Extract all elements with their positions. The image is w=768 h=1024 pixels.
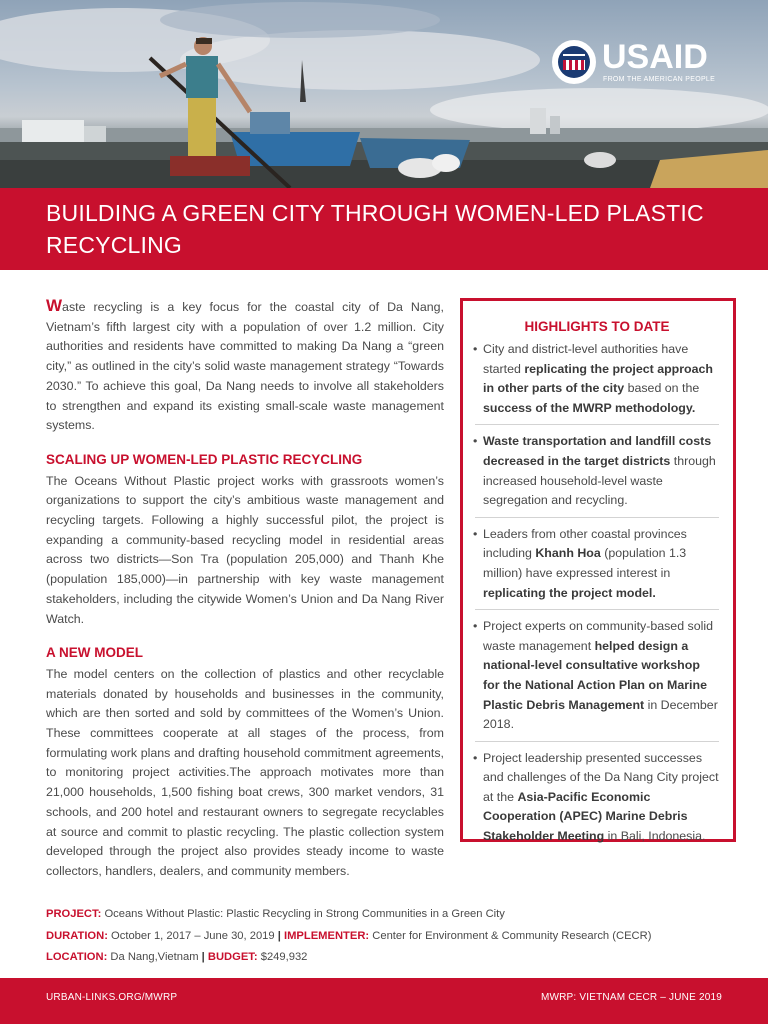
logo-wordmark: USAID (602, 38, 708, 76)
budget-label: BUDGET: (207, 951, 258, 963)
implementer-value: Center for Environment & Community Research (CECR) (372, 929, 652, 942)
highlights-list (475, 340, 719, 853)
separator: | (201, 951, 205, 963)
highlight-text: Project leadership presented successes and challenges of the Da Nang City project at the (483, 750, 719, 804)
highlight-item (475, 340, 719, 425)
project-info (46, 904, 736, 969)
highlight-text: (population 1.3 million) have expressed interest in (483, 546, 687, 580)
highlight-text: City and district-level authorities have started (483, 342, 689, 376)
logo-tagline: FROM THE AMERICAN PEOPLE (603, 76, 716, 83)
highlight-item (475, 617, 719, 742)
highlights-box (460, 298, 736, 842)
duration-line (46, 926, 736, 948)
project-line (46, 904, 736, 926)
section-body-scaling: The Oceans Without Plastic project works with grassroots women’s organizations to support the city’s ambitious waste management and recycling targets. Following a highly successful pilot, the project is expanding a community-based recycling model in residential areas across two districts—Son Tra (population 205,000) and Thanh Khe (population 185,000)—in partnership with key waste management stakeholders, including the citywide Women’s Union and Da Nang River Watch. (46, 473, 444, 626)
usaid-logo (552, 38, 722, 86)
highlight-emphasis: replicating the project model. (483, 585, 656, 600)
implementer-label: IMPLEMENTER: (284, 929, 370, 942)
highlight-text: Leaders from other coastal provinces including (483, 526, 687, 561)
highlight-item (475, 525, 719, 610)
section-body-new-model: The model centers on the collection of plastics and other recyclable materials donated by households and businesses in the community, which are then sorted and sold by committees of the Women’s Union. These committees cooperate at all stages of the process, from formulating work plans and drafting household commitment agreements, to monitoring project activities.The approach motivates more than 21,000 households, 1,500 fishing boat crews, 300 market vendors, 31 schools, and 200 hotel and restaurant owners to segregate recyclables at source and commit to plastic recycling. The plastic collection system developed through the project also provides steady income to waste collectors, handlers, dealers, and community members. (46, 666, 444, 878)
highlight-text: Project experts on community-based solid waste management (483, 619, 714, 653)
highlight-item (475, 432, 719, 517)
highlight-emphasis: Asia-Pacific Economic Cooperation (APEC) Marine Debris Stakeholder Meeting (483, 789, 688, 844)
highlight-text: in Bali, Indonesia. (604, 829, 706, 844)
usaid-seal-icon (552, 40, 596, 84)
section-heading-new-model: A NEW MODEL (46, 645, 143, 661)
duration-label: DURATION: (46, 929, 108, 942)
location-line (46, 947, 736, 969)
footer-url-link[interactable]: URBAN-LINKS.ORG/MWRP (46, 992, 178, 1003)
highlight-emphasis: Waste transportation and landfill costs decreased in the target districts (483, 434, 712, 468)
budget-value: $249,932 (260, 951, 308, 963)
project-value: Oceans Without Plastic: Plastic Recycling in Strong Communities in a Green City (104, 908, 505, 920)
intro-dropcap: W (46, 296, 63, 315)
section-heading-scaling: SCALING UP WOMEN-LED PLASTIC RECYCLING (46, 451, 363, 467)
highlights-title: HIGHLIGHTS TO DATE (524, 319, 670, 334)
intro-text: aste recycling is a key focus for the coastal city of Da Nang, Vietnam’s fifth largest city with a population of over 1.2 million. City authorities and residents have committed to making Da Nang a “green city,” as outlined in the city’s solid waste management strategy “Towards 2030.” To achieve this goal, Da Nang needs to involve all stakeholders to strengthen and expand its existing small-scale waste management systems. (46, 300, 444, 433)
project-label: PROJECT: (46, 908, 102, 920)
hero-scene (0, 0, 768, 188)
location-label: LOCATION: (46, 951, 108, 963)
intro-paragraph (46, 296, 444, 436)
location-value: Da Nang,Vietnam (110, 951, 199, 963)
highlight-emphasis: helped design a national-level consultative workshop for the National Action Plan on Marine Plastic Debris Management (483, 638, 707, 712)
highlight-text: in December 2018. (483, 697, 718, 732)
main-column (46, 296, 444, 882)
highlight-text: based on the (624, 381, 700, 396)
separator: | (277, 929, 281, 942)
duration-value: October 1, 2017 – June 30, 2019 (111, 929, 275, 942)
highlight-text: through increased household-level waste segregation and recycling. (483, 453, 716, 508)
highlight-item (475, 749, 719, 853)
highlight-emphasis: success of the MWRP methodology. (483, 400, 696, 415)
highlight-emphasis: Khanh Hoa (535, 546, 601, 561)
highlight-emphasis: replicating the project approach in other parts of the city (483, 361, 713, 396)
footer-doc-id: MWRP: VIETNAM CECR – JUNE 2019 (540, 992, 722, 1003)
hero-photo (0, 0, 768, 188)
page-title: BUILDING A GREEN CITY THROUGH WOMEN-LED PLASTIC RECYCLING (46, 200, 704, 258)
